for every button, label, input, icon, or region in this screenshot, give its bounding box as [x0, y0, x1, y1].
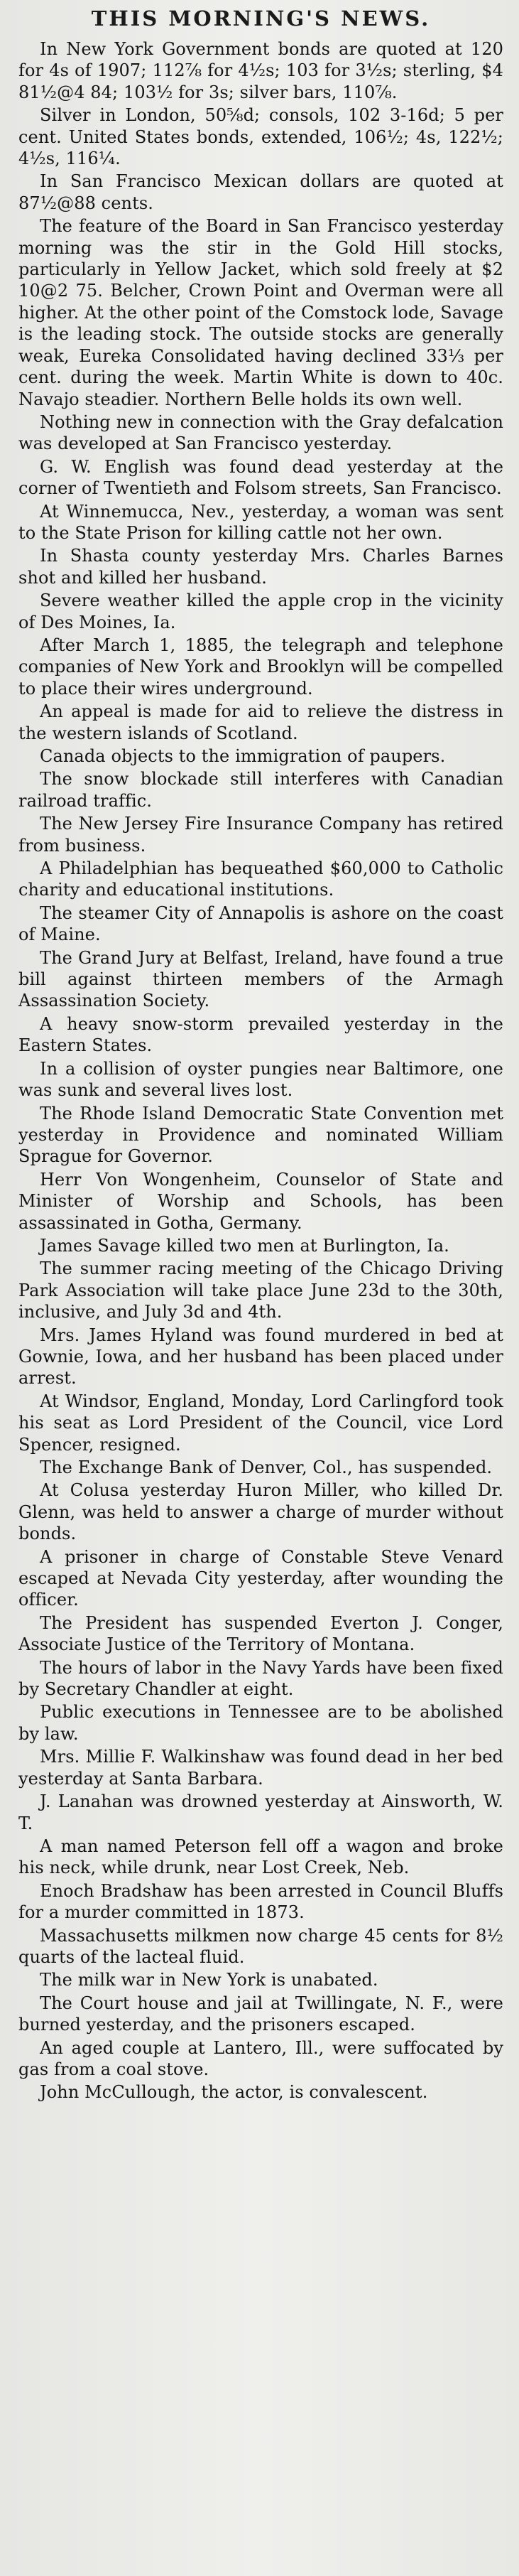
news-item: Nothing new in connection with the Gray defalcation was developed at San Francisco yesterday. [18, 411, 503, 454]
news-item: In New York Government bonds are quoted at 120 for 4s of 1907; 112⅞ for 4½s; 103 for 3½s; sterling, $4 81½@4 84; 103½ for 3s; silver bars, 110⅞. [18, 39, 503, 102]
news-item: The Grand Jury at Belfast, Ireland, have found a true bill against thirteen members of the Armagh Assassination Society. [18, 947, 503, 1011]
news-item: At Winnemucca, Nev., yesterday, a woman was sent to the State Prison for killing cattle not her own. [18, 501, 503, 543]
news-item: A man named Peterson fell off a wagon and broke his neck, while drunk, near Lost Creek, Neb. [18, 1836, 503, 1878]
news-item: A heavy snow-storm prevailed yesterday in the Eastern States. [18, 1013, 503, 1056]
news-item: G. W. English was found dead yesterday at the corner of Twentieth and Folsom streets, San Francisco. [18, 456, 503, 499]
news-item: Enoch Bradshaw has been arrested in Council Bluffs for a murder committed in 1873. [18, 1880, 503, 1923]
news-item: J. Lanahan was drowned yesterday at Ainsworth, W. T. [18, 1791, 503, 1833]
news-item: An appeal is made for aid to relieve the distress in the western islands of Scotland. [18, 701, 503, 743]
news-item: Mrs. Millie F. Walkinshaw was found dead in her bed yesterday at Santa Barbara. [18, 1747, 503, 1789]
news-item: After March 1, 1885, the telegraph and telephone companies of New York and Brooklyn will be compelled to place their wires underground. [18, 635, 503, 699]
news-item: The New Jersey Fire Insurance Company has retired from business. [18, 814, 503, 856]
news-item: Silver in London, 50⅝d; consols, 102 3-16d; 5 per cent. United States bonds, extended, 106½; 4s, 122½; 4½s, 116¼. [18, 105, 503, 169]
news-item: John McCullough, the actor, is convalescent. [40, 2082, 428, 2103]
news-item: A prisoner in charge of Constable Steve Venard escaped at Nevada City yesterday, after wounding the officer. [18, 1546, 503, 1610]
news-item: In a collision of oyster pungies near Baltimore, one was sunk and several lives lost. [18, 1058, 503, 1101]
news-items [18, 38, 503, 2103]
news-item: An aged couple at Lantero, Ill., were suffocated by gas from a coal stove. [18, 2037, 503, 2079]
news-item: In San Francisco Mexican dollars are quoted at 87½@88 cents. [18, 171, 503, 213]
news-item: Canada objects to the immigration of paupers. [40, 746, 446, 766]
news-item: Herr Von Wongenheim, Counselor of State and Minister of Worship and Schools, has been assassinated in Gotha, Germany. [18, 1169, 503, 1233]
news-item: Public executions in Tennessee are to be abolished by law. [18, 1702, 503, 1744]
news-item: James Savage killed two men at Burlington, Ia. [40, 1235, 449, 1256]
news-item: The Rhode Island Democratic State Convention met yesterday in Providence and nominated William Sprague for Governor. [18, 1103, 503, 1167]
news-item: Massachusetts milkmen now charge 45 cents for 8½ quarts of the lacteal fluid. [18, 1925, 503, 1967]
news-item: A Philadelphian has bequeathed $60,000 to Catholic charity and educational institutions. [18, 858, 503, 900]
news-item: The feature of the Board in San Francisco yesterday morning was the stir in the Gold Hill stocks, particularly in Yellow Jacket, which sold freely at $2 10@2 75. Belcher, Crown Point and Overman were all higher. At the other point of the Comstock lode, Savage is the leading stock. The outside stocks are generally weak, Eureka Consolidated having declined 33⅓ per cent. during the week. Martin White is down to 40c. Navajo steadier. Northern Belle holds its own well. [18, 216, 503, 409]
news-item: At Windsor, England, Monday, Lord Carlingford took his seat as Lord President of the Council, vice Lord Spencer, resigned. [18, 1391, 503, 1455]
news-item: At Colusa yesterday Huron Miller, who killed Dr. Glenn, was held to answer a charge of murder without bonds. [18, 1480, 503, 1544]
news-item: The steamer City of Annapolis is ashore on the coast of Maine. [18, 902, 503, 945]
news-item: The snow blockade still interferes with Canadian railroad traffic. [18, 769, 503, 811]
news-item: The Exchange Bank of Denver, Col., has suspended. [40, 1457, 493, 1477]
news-item: The hours of labor in the Navy Yards have been fixed by Secretary Chandler at eight. [18, 1657, 503, 1700]
news-item: The summer racing meeting of the Chicago Driving Park Association will take place June 23d to the 30th, inclusive, and July 3d and 4th. [18, 1259, 503, 1322]
headline: THIS MORNING'S NEWS. [91, 6, 431, 31]
news-item: The President has suspended Everton J. Conger, Associate Justice of the Territory of Montana. [18, 1612, 503, 1655]
news-item: Severe weather killed the apple crop in the vicinity of Des Moines, Ia. [18, 591, 503, 632]
news-item: The Court house and jail at Twillingate, N. F., were burned yesterday, and the prisoners escaped. [18, 1993, 503, 2035]
news-item: Mrs. James Hyland was found murdered in bed at Gownie, Iowa, and her husband has been placed under arrest. [18, 1325, 503, 1389]
news-item: The milk war in New York is unabated. [40, 1970, 378, 1990]
news-item: In Shasta county yesterday Mrs. Charles Barnes shot and killed her husband. [18, 546, 503, 588]
